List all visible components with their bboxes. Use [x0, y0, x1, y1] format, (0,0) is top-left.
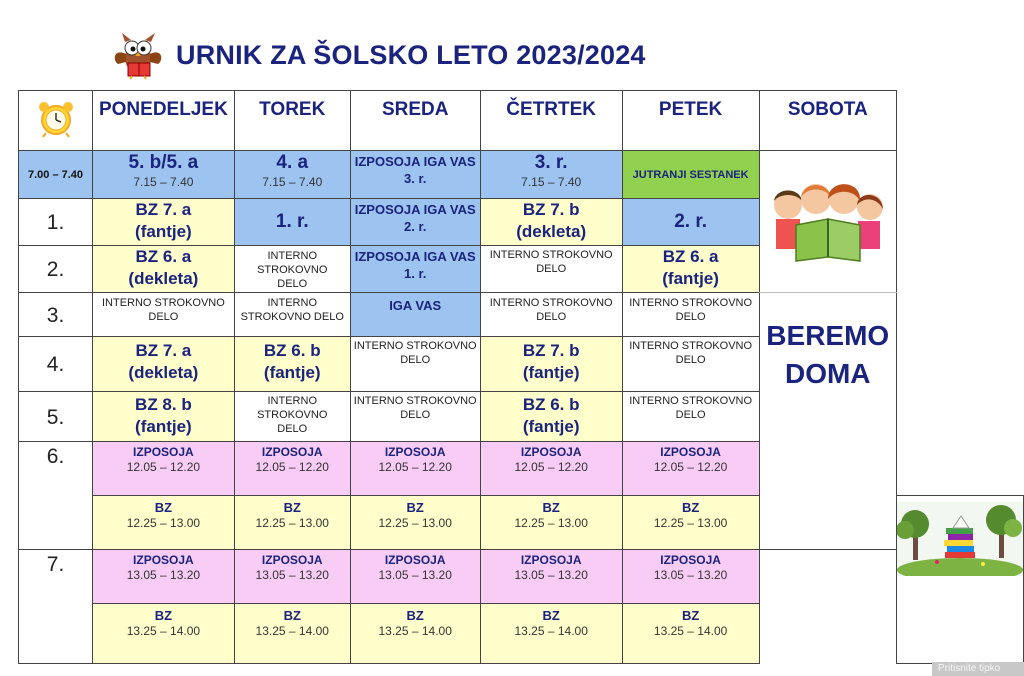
day-header-saturday: SOBOTA: [759, 91, 897, 151]
lesson-label: INTERNO: [267, 297, 317, 309]
lesson-label: DELO: [675, 354, 706, 366]
lesson-label: 2. r.: [403, 219, 427, 234]
lesson-time: 13.25 – 14.00: [255, 624, 329, 638]
lesson-cell: [350, 337, 480, 392]
lesson-cell: [480, 151, 622, 199]
lesson-time: 13.05 – 13.20: [514, 568, 588, 582]
saturday-reading-cell: [759, 293, 897, 550]
lesson-label: IZPOSOJA: [384, 445, 446, 459]
lesson-label: 3. r.: [403, 171, 427, 186]
schedule-table: [18, 90, 1024, 664]
lesson-time: 12.05 – 12.20: [378, 460, 452, 474]
lesson-cell: [622, 604, 759, 664]
lesson-time: 13.05 – 13.20: [126, 568, 201, 582]
lesson-cell: [234, 550, 350, 604]
lesson-cell: [234, 337, 350, 392]
lesson-time: 7.15 – 7.40: [521, 175, 582, 189]
lesson-cell: [480, 550, 622, 604]
day-header-thursday: ČETRTEK: [480, 91, 622, 151]
lesson-label: IZPOSOJA: [261, 553, 323, 567]
saturday-kids-image-cell: [759, 151, 897, 293]
lesson-label: BZ: [681, 608, 700, 623]
lesson-label: (fantje): [263, 363, 321, 382]
lesson-cell: [93, 496, 235, 550]
lesson-time: 12.05 – 12.20: [514, 460, 588, 474]
lesson-label: INTERNO STROKOVNO: [629, 297, 753, 309]
lesson-label: INTERNO: [267, 250, 317, 262]
lesson-label: (fantje): [662, 269, 719, 288]
lesson-cell: [480, 293, 622, 337]
lesson-label: IZPOSOJA IGA VAS: [354, 249, 476, 264]
lesson-cell: [93, 550, 235, 604]
lesson-time: 12.05 – 12.20: [126, 460, 201, 474]
lesson-time: 12.25 – 13.00: [378, 516, 452, 530]
period-number: 2.: [19, 246, 93, 293]
header: [108, 30, 646, 80]
lesson-label: IZPOSOJA IGA VAS: [354, 202, 476, 217]
lesson-label: BZ: [154, 608, 173, 623]
lesson-label: STROKOVNO DELO: [240, 311, 344, 323]
lesson-time: 13.25 – 14.00: [126, 624, 201, 638]
page-title: URNIK ZA ŠOLSKO LETO 2023/2024: [176, 39, 646, 70]
period-number: 3.: [19, 293, 93, 337]
time-cell: 7.00 – 7.40: [19, 151, 93, 199]
lesson-cell: [234, 392, 350, 442]
lesson-label: (dekleta): [128, 363, 199, 382]
day-header-friday: PETEK: [622, 91, 759, 151]
table-row: [19, 293, 1024, 337]
lesson-cell: [622, 337, 759, 392]
saturday-label: BEREMO: [766, 320, 890, 351]
lesson-label: INTERNO STROKOVNO: [629, 395, 753, 407]
lesson-time: 12.25 – 13.00: [653, 516, 728, 530]
saturday-label: DOMA: [784, 358, 871, 389]
lesson-cell: [480, 442, 622, 496]
lesson-cell: [622, 246, 759, 293]
lesson-cell: [350, 392, 480, 442]
lesson-label: BZ 6. a: [662, 247, 719, 266]
lesson-label: BZ 6. a: [135, 247, 192, 266]
lesson-cell: [93, 199, 235, 246]
lesson-time: 12.05 – 12.20: [255, 460, 329, 474]
lesson-label: BZ 7. b: [522, 341, 580, 360]
lesson-cell: [234, 604, 350, 664]
lesson-label: (fantje): [135, 222, 192, 241]
lesson-cell: [234, 151, 350, 199]
lesson-label: BZ 7. a: [135, 341, 192, 360]
lesson-cell: [480, 604, 622, 664]
lesson-time: 12.25 – 13.00: [255, 516, 329, 530]
header-row: [19, 91, 1024, 151]
lesson-time: 13.05 – 13.20: [255, 568, 329, 582]
kids-reading-image: [766, 175, 890, 263]
lesson-cell: [622, 293, 759, 337]
lesson-cell: [350, 246, 480, 293]
saturday-books-image-cell: [897, 496, 1024, 664]
day-header-monday: PONEDELJEK: [93, 91, 235, 151]
lesson-label: STROKOVNO: [257, 409, 328, 421]
period-number: 4.: [19, 337, 93, 392]
lesson-label: DELO: [675, 409, 706, 421]
lesson-time: 12.05 – 12.20: [653, 460, 728, 474]
lesson-label: (dekleta): [516, 222, 587, 241]
lesson-label: IZPOSOJA IGA VAS: [354, 154, 476, 169]
lesson-cell: [350, 199, 480, 246]
lesson-label: DELO: [277, 423, 308, 435]
period-number: 1.: [19, 199, 93, 246]
lesson-label: DELO: [400, 409, 431, 421]
period-number: 5.: [19, 392, 93, 442]
lesson-cell: [93, 604, 235, 664]
lesson-label: INTERNO STROKOVNO: [101, 297, 225, 309]
lesson-label: BZ 7. a: [135, 200, 192, 219]
lesson-label: 4. a: [276, 152, 309, 173]
lesson-label: BZ: [154, 500, 173, 515]
period-number: 7.: [19, 550, 93, 664]
lesson-label: INTERNO STROKOVNO: [353, 340, 477, 352]
table-row: [19, 151, 1024, 199]
corner-cell: [19, 91, 93, 151]
lesson-label: BZ: [406, 608, 424, 623]
alarm-clock-icon: [34, 98, 78, 138]
lesson-cell: [93, 151, 235, 199]
owl-mascot-icon: [108, 30, 170, 80]
lesson-cell: [350, 550, 480, 604]
lesson-cell: [480, 199, 622, 246]
lesson-time: 13.05 – 13.20: [378, 568, 452, 582]
lesson-cell: [622, 392, 759, 442]
lesson-cell: [234, 293, 350, 337]
lesson-label: BZ: [681, 500, 700, 515]
lesson-cell: [350, 442, 480, 496]
lesson-label: (fantje): [522, 417, 580, 436]
lesson-cell: [93, 392, 235, 442]
lesson-cell: [480, 337, 622, 392]
lesson-label: INTERNO STROKOVNO: [353, 395, 477, 407]
lesson-cell: [93, 337, 235, 392]
lesson-label: INTERNO STROKOVNO: [489, 297, 613, 309]
lesson-label: DELO: [148, 311, 179, 323]
lesson-label: DELO: [675, 311, 706, 323]
lesson-label: IZPOSOJA: [133, 553, 194, 567]
lesson-label: IZPOSOJA: [660, 445, 721, 459]
lesson-cell: [480, 392, 622, 442]
lesson-time: 7.15 – 7.40: [133, 175, 194, 189]
lesson-label: BZ 7. b: [522, 200, 580, 219]
lesson-label: IZPOSOJA: [660, 553, 721, 567]
lesson-cell: 2. r.: [622, 199, 759, 246]
lesson-label: IZPOSOJA: [261, 445, 323, 459]
lesson-cell: [480, 246, 622, 293]
lesson-label: BZ 6. b: [263, 341, 321, 360]
table-row: [19, 604, 1024, 664]
lesson-label: STROKOVNO: [257, 264, 328, 276]
lesson-cell: [622, 496, 759, 550]
table-row: [19, 550, 1024, 604]
lesson-label: BZ: [542, 500, 560, 515]
lesson-label: (fantje): [522, 363, 580, 382]
lesson-label: (fantje): [135, 417, 192, 436]
day-header-wednesday: SREDA: [350, 91, 480, 151]
lesson-label: IZPOSOJA: [384, 553, 446, 567]
lesson-time: 13.25 – 14.00: [378, 624, 452, 638]
period-number: 6.: [19, 442, 93, 550]
lesson-label: DELO: [400, 354, 431, 366]
lesson-label: DELO: [277, 278, 308, 290]
lesson-label: INTERNO STROKOVNO: [629, 340, 753, 352]
lesson-time: 13.25 – 14.00: [514, 624, 588, 638]
lesson-cell: [234, 442, 350, 496]
lesson-label: INTERNO STROKOVNO: [489, 249, 613, 261]
lesson-time: 12.25 – 13.00: [126, 516, 201, 530]
lesson-cell: [350, 496, 480, 550]
lesson-label: IZPOSOJA: [520, 445, 582, 459]
lesson-cell: 1. r.: [234, 199, 350, 246]
lesson-cell: [93, 442, 235, 496]
lesson-cell: JUTRANJI SESTANEK: [622, 151, 759, 199]
lesson-cell: [234, 246, 350, 293]
lesson-cell: [93, 246, 235, 293]
lesson-label: DELO: [536, 311, 567, 323]
lesson-time: 13.05 – 13.20: [653, 568, 728, 582]
lesson-time: 13.25 – 14.00: [653, 624, 728, 638]
lesson-time: 12.25 – 13.00: [514, 516, 588, 530]
lesson-label: INTERNO: [267, 395, 317, 407]
lesson-label: 3. r.: [534, 152, 568, 173]
lesson-cell: [234, 496, 350, 550]
lesson-cell: IGA VAS: [350, 293, 480, 337]
lesson-label: 5. b/5. a: [128, 152, 199, 173]
lesson-label: DELO: [536, 263, 567, 275]
lesson-label: BZ: [406, 500, 424, 515]
lesson-label: BZ 8. b: [135, 395, 192, 414]
lesson-label: IZPOSOJA: [133, 445, 194, 459]
lesson-cell: [350, 604, 480, 664]
lesson-label: BZ: [283, 500, 301, 515]
status-tooltip: Pritisnite tipko: [932, 662, 1024, 676]
lesson-label: 1. r.: [403, 266, 427, 281]
lesson-label: BZ: [542, 608, 560, 623]
lesson-label: IZPOSOJA: [520, 553, 582, 567]
lesson-cell: [350, 151, 480, 199]
day-header-tuesday: TOREK: [234, 91, 350, 151]
lesson-cell: [93, 293, 235, 337]
lesson-label: (dekleta): [128, 269, 199, 288]
lesson-label: BZ: [283, 608, 301, 623]
lesson-cell: [622, 550, 759, 604]
lesson-cell: [622, 442, 759, 496]
lesson-time: 7.15 – 7.40: [262, 175, 323, 189]
lesson-cell: [480, 496, 622, 550]
lesson-label: BZ 6. b: [522, 395, 580, 414]
books-in-park-image: [897, 502, 1023, 576]
